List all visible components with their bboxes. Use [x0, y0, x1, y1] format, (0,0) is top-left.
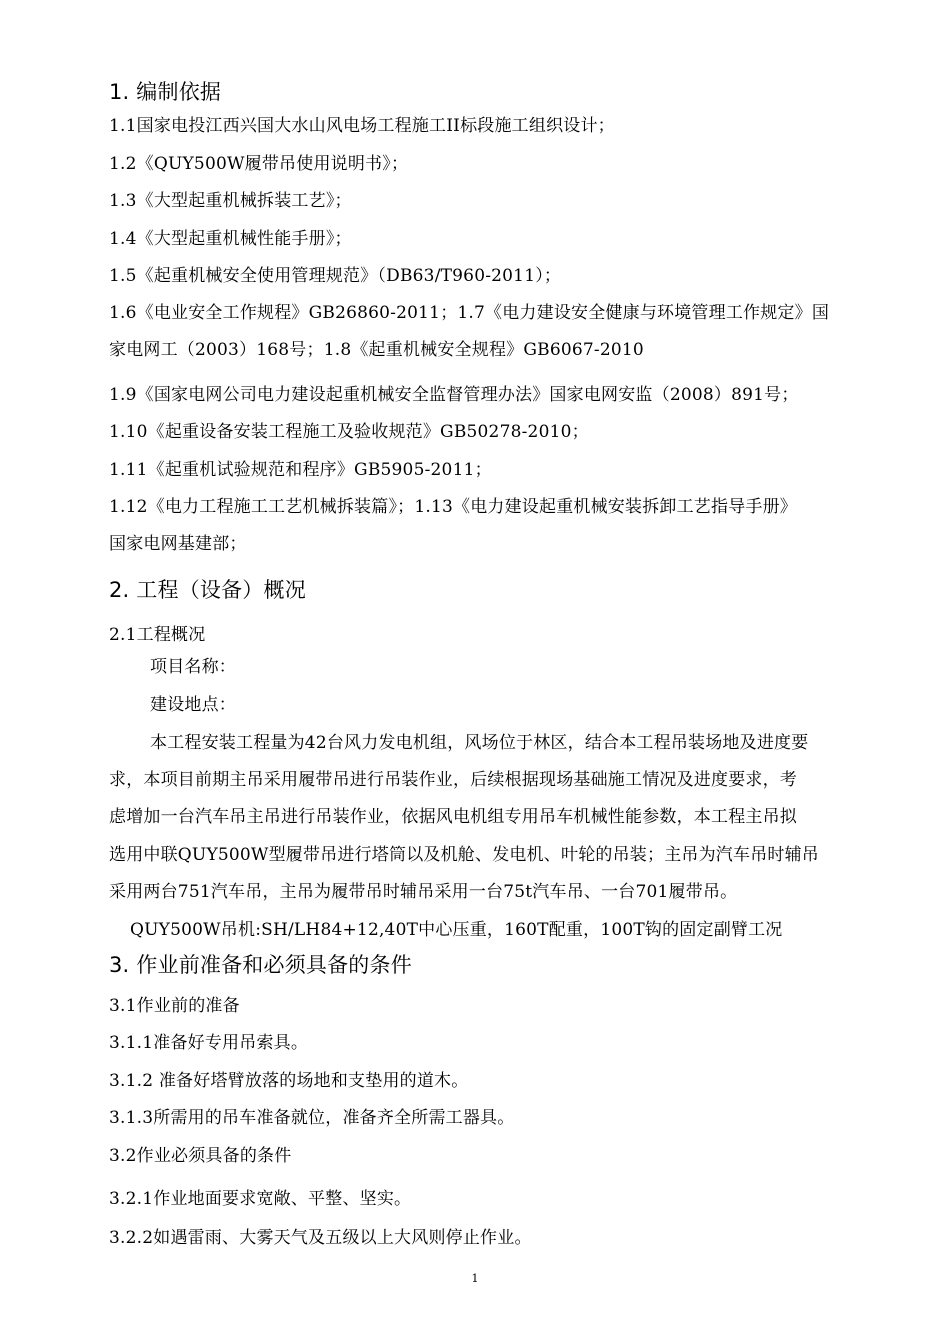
reference-item: 1.3《大型起重机械拆装工艺》；	[109, 191, 352, 211]
reference-item: 1.12《电力工程施工工艺机械拆装篇》；1.13《电力建设起重机械安装拆卸工艺指导手册》	[109, 497, 798, 517]
reference-item-continued: 国家电网基建部；	[109, 534, 247, 554]
reference-item: 1.5《起重机械安全使用管理规范》（DB63/T960-2011）；	[109, 266, 562, 286]
condition-item: 3.1作业前的准备	[109, 996, 240, 1016]
condition-item: 3.2.2如遇雷雨、大雾天气及五级以上大风则停止作业。	[109, 1228, 532, 1248]
reference-item: 1.9《国家电网公司电力建设起重机械安全监督管理办法》国家电网安监（2008）891号；	[109, 385, 799, 405]
body-paragraph-line: 求，本项目前期主吊采用履带吊进行吊装作业，后续根据现场基础施工情况及进度要求，考	[109, 770, 797, 790]
body-paragraph-line: 选用中联QUY500W型履带吊进行塔筒以及机舱、发电机、叶轮的吊装；主吊为汽车吊时辅吊	[109, 845, 820, 865]
body-paragraph-line: 虑增加一台汽车吊主吊进行吊装作业，依据风电机组专用吊车机械性能参数，本工程主吊拟	[109, 807, 797, 827]
condition-item: 3.1.1准备好专用吊索具。	[109, 1033, 309, 1053]
section-3-heading: 3. 作业前准备和必须具备的条件	[109, 953, 412, 977]
reference-item: 1.6《电业安全工作规程》GB26860-2011；1.7《电力建设安全健康与环境管理工作规定》国	[109, 303, 830, 323]
body-paragraph-line: 采用两台751汽车吊，主吊为履带吊时辅吊采用一台75t汽车吊、一台701履带吊。	[109, 882, 738, 902]
reference-item-continued: 家电网工（2003）168号；1.8《起重机械安全规程》GB6067-2010	[109, 340, 644, 360]
reference-item: 1.11《起重机试验规范和程序》GB5905-2011；	[109, 460, 492, 480]
section-1-heading: 1. 编制依据	[109, 80, 222, 104]
body-paragraph-line: 本工程安装工程量为42台风力发电机组，风场位于林区，结合本工程吊装场地及进度要	[150, 733, 809, 753]
page-number: 1	[471, 1272, 479, 1285]
reference-item: 1.10《起重设备安装工程施工及验收规范》GB50278-2010；	[109, 422, 589, 442]
reference-item: 1.1国家电投江西兴国大水山风电场工程施工II标段施工组织设计；	[109, 116, 615, 136]
project-name-label: 项目名称：	[150, 657, 236, 677]
reference-item: 1.4《大型起重机械性能手册》；	[109, 229, 352, 249]
condition-item: 3.2作业必须具备的条件	[109, 1146, 292, 1166]
condition-item: 3.1.3所需用的吊车准备就位，准备齐全所需工器具。	[109, 1108, 515, 1128]
section-2-heading: 2. 工程（设备）概况	[109, 578, 306, 602]
condition-item: 3.1.2 准备好塔臂放落的场地和支垫用的道木。	[109, 1071, 469, 1091]
crane-config-line: QUY500W吊机:SH/LH84+12,40T中心压重，160T配重，100T钩的固定副臂工况	[130, 920, 783, 940]
reference-item: 1.2《QUY500W履带吊使用说明书》；	[109, 154, 409, 174]
location-label: 建设地点：	[150, 695, 236, 715]
subsection-heading: 2.1工程概况	[109, 625, 206, 645]
condition-item: 3.2.1作业地面要求宽敞、平整、坚实。	[109, 1189, 412, 1209]
